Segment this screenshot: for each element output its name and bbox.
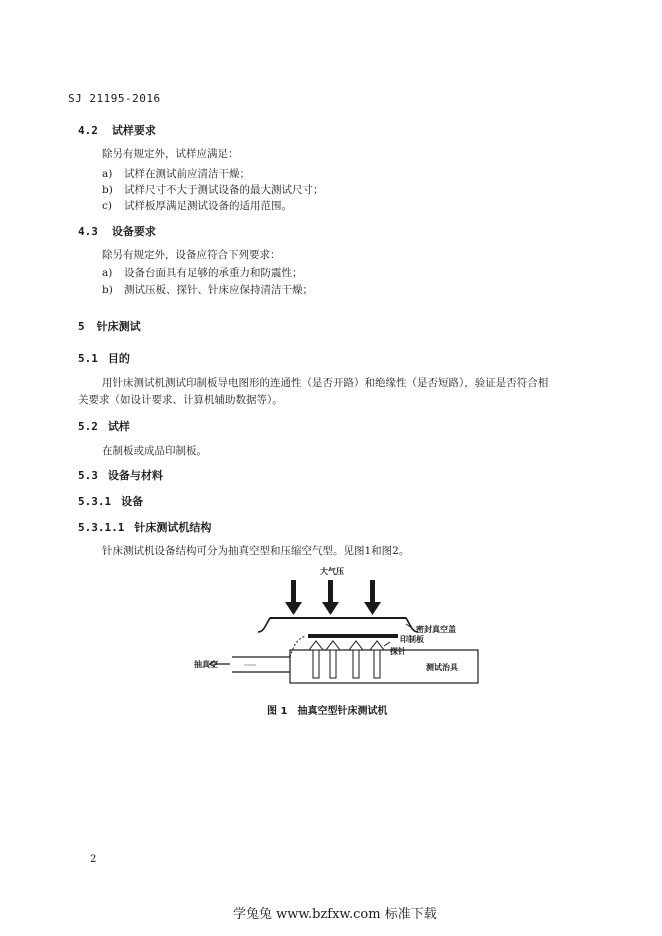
- section-number: 5: [78, 320, 85, 333]
- figure-title: 抽真空型针床测试机: [297, 706, 388, 717]
- air-flow-path: [290, 636, 306, 657]
- list-item: [102, 166, 250, 181]
- vacuum-cover-shape: [258, 618, 418, 632]
- list-marker: a): [102, 267, 113, 279]
- section-number: 5.1: [78, 352, 98, 365]
- pressure-arrow: [364, 580, 381, 615]
- section-title: 目的: [107, 352, 130, 365]
- section-5-1-paragraph-line-2: 关要求（如设计要求、计算机辅助数据等）。: [78, 394, 283, 406]
- section-5-2-paragraph: 在制板或成品印制板。: [102, 445, 207, 457]
- section-5-3-1-1-heading: [78, 519, 211, 535]
- list-text: 试样在测试前应清洁干燥；: [124, 168, 250, 180]
- section-title: 设备与材料: [107, 469, 163, 482]
- atmosphere-label: 大气压: [320, 567, 344, 576]
- section-number: 5.3: [78, 469, 98, 482]
- pipe-inner-text: ~~~~: [244, 663, 257, 669]
- section-number: 4.2: [78, 124, 98, 137]
- section-5-3-heading: [78, 467, 163, 483]
- figure-1-caption: [267, 702, 387, 717]
- section-number: 4.3: [78, 225, 98, 238]
- section-5-1-paragraph-line-1: 用针床测试机测试印制板导电图形的连通性（是否开路）和绝缘性（是否短路），验证是否符合相: [102, 377, 549, 389]
- figure-1-diagram: [190, 562, 480, 692]
- section-title: 试样要求: [111, 124, 156, 137]
- download-footer: 学兔兔 www.bzfxw.com 标准下载: [233, 907, 437, 922]
- list-text: 试样板厚满足测试设备的适用范围。: [124, 200, 292, 212]
- probe: [370, 641, 384, 678]
- document-code: SJ 21195-2016: [68, 92, 161, 105]
- section-number: 5.3.1: [78, 495, 112, 508]
- section-title: 试样: [107, 420, 130, 433]
- section-4-3-heading: [78, 223, 156, 239]
- list-item: [102, 182, 324, 197]
- list-marker: b): [102, 284, 113, 296]
- section-number: 5.3.1.1: [78, 521, 125, 534]
- pcb-board: [308, 634, 398, 638]
- list-marker: b): [102, 184, 113, 196]
- section-title: 设备要求: [111, 225, 156, 238]
- section-title: 针床测试: [96, 320, 141, 333]
- section-5-3-1-heading: [78, 493, 143, 509]
- figure-number: 图 1: [267, 706, 288, 717]
- probe: [349, 641, 363, 678]
- pressure-arrow: [285, 580, 302, 615]
- section-4-2-intro: 除另有规定外，试样应满足：: [102, 148, 239, 160]
- pcb-label: 印制板: [400, 635, 424, 644]
- section-4-2-heading: [78, 122, 156, 138]
- probe-label: 探针: [390, 647, 406, 656]
- list-marker: a): [102, 168, 113, 180]
- list-text: 测试压板、探针、针床应保持清洁干燥；: [124, 284, 313, 296]
- section-5-1-heading: [78, 350, 130, 366]
- list-item: [102, 282, 313, 297]
- probe-leader-line: [384, 642, 390, 646]
- vacuum-label: 抽真空: [194, 660, 218, 669]
- list-text: 设备台面具有足够的承重力和防震性；: [124, 267, 303, 279]
- probe: [309, 641, 323, 678]
- section-title: 针床测试机结构: [134, 521, 212, 534]
- section-5-heading: [78, 318, 141, 334]
- pressure-arrow: [322, 580, 339, 615]
- list-item: [102, 265, 303, 280]
- list-text: 试样尺寸不大于测试设备的最大测试尺寸；: [124, 184, 324, 196]
- seal-cover-label: 密封真空盖: [416, 625, 456, 634]
- section-number: 5.2: [78, 420, 98, 433]
- list-item: [102, 198, 292, 213]
- section-title: 设备: [121, 495, 144, 508]
- section-5-2-heading: [78, 418, 130, 434]
- fixture-label: 测试治具: [426, 663, 458, 672]
- probe: [326, 641, 340, 678]
- page-number: 2: [90, 854, 97, 865]
- section-5-3-1-1-paragraph: 针床测试机设备结构可分为抽真空型和压缩空气型。见图1和图2。: [102, 545, 410, 557]
- section-4-3-intro: 除另有规定外，设备应符合下列要求：: [102, 249, 281, 261]
- list-marker: c): [102, 200, 112, 212]
